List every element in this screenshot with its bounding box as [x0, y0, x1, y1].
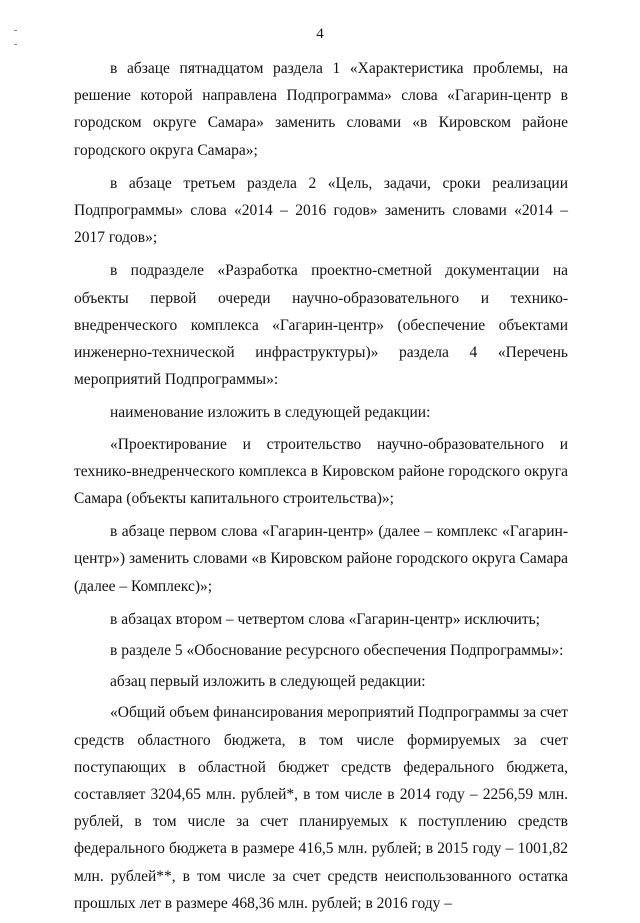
paragraph: в абзаце первом слова «Гагарин-центр» (далее – комплекс «Гагарин-центр») заменить словами «в Кировском районе городского округа Самара (далее – Комплекс)»;	[74, 523, 568, 595]
paragraph: наименование изложить в следующей редакции:	[110, 404, 431, 422]
paragraph: в подразделе «Разработка проектно-сметной документации на объекты первой очереди научно-образовательного и технико-внедренческого комплекса «Гагарин-центр» (обеспечение объектами инженерно-технической инфраструктуры)» раздела 4 «Перечень мероприятий Подпрограммы»:	[74, 262, 568, 389]
scan-mark	[14, 44, 17, 45]
paragraph: «Проектирование и строительство научно-образовательного и технико-внедренческого комплекса в Кировском районе городского округа Самара (объекты капитального строительства)»;	[74, 435, 568, 508]
paragraph: абзац первый изложить в следующей редакции:	[110, 673, 426, 691]
paragraph: в абзаце третьем раздела 2 «Цель, задачи, сроки реализации Подпрограммы» слова «2014 – 2016 годов» заменить словами «2014 – 2017 годов»;	[74, 174, 568, 247]
page-number: 4	[316, 26, 324, 42]
paragraph: «Общий объем финансирования мероприятий Подпрограммы за счет средств областного бюджета, в том числе формируемых за счет поступающих в областной бюджет средств федерального бюджета, составляет 3204,65 млн. рублей*, в том числе в 2014 году – 2256,59 млн. рублей, в том числе за счет планируемых к поступлению средств федерального бюджета в размере 416,5 млн. рублей; в 2015 году – 1001,82 млн. рублей**, в том числе за счет средств неиспользованного остатка прошлых лет в размере 468,36 млн. рублей; в 2016 году –	[74, 704, 568, 912]
document-body	[74, 55, 568, 923]
paragraph: в разделе 5 «Обоснование ресурсного обеспечения Подпрограммы»:	[110, 642, 564, 660]
paragraph: в абзацах втором – четвертом слова «Гагарин-центр» исключить;	[110, 610, 540, 628]
paragraph: в абзаце пятнадцатом раздела 1 «Характеристика проблемы, на решение которой направлена Подпрограмма» слова «Гагарин-центр в городском округе Самара» заменить словами «в Кировском районе городского округа Самара»;	[74, 60, 568, 159]
